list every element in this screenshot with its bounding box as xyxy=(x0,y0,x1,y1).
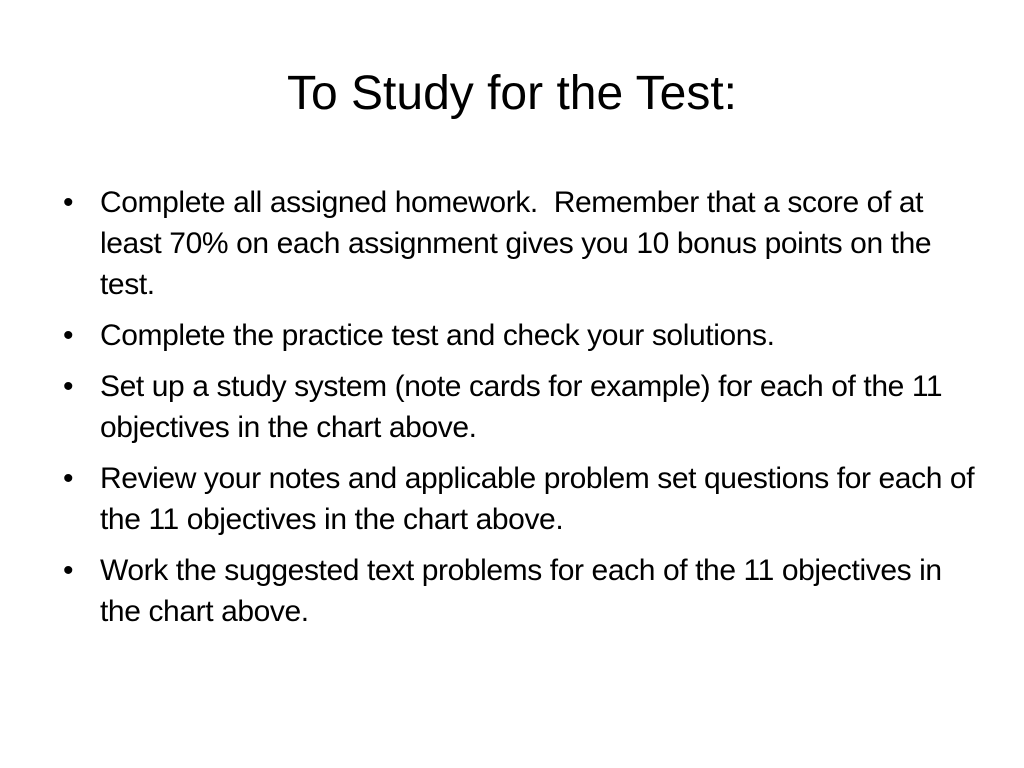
bullet-text: Complete all assigned homework. Remember that a score of at least 70% on each assignment gives you 10 bonus points on the test. xyxy=(100,186,940,301)
bullet-text: Work the suggested text problems for each of the 11 objectives in the chart above. xyxy=(100,554,942,628)
bullet-item xyxy=(58,182,978,305)
bullet-icon: • xyxy=(62,186,74,219)
bullet-list xyxy=(58,182,978,642)
slide-title: To Study for the Test: xyxy=(286,67,738,120)
bullet-icon: • xyxy=(62,462,74,495)
bullet-item xyxy=(58,315,978,356)
bullet-text: Complete the practice test and check your solutions. xyxy=(100,319,775,352)
bullet-item xyxy=(58,550,978,632)
bullet-icon: • xyxy=(62,554,74,587)
bullet-item xyxy=(58,458,978,540)
bullet-text: Review your notes and applicable problem set questions for each of the 11 objectives in the chart above. xyxy=(100,462,975,536)
bullet-icon: • xyxy=(62,370,74,403)
bullet-icon: • xyxy=(62,319,74,352)
bullet-item xyxy=(58,366,978,448)
bullet-text: Set up a study system (note cards for example) for each of the 11 objectives in the chart above. xyxy=(100,370,943,444)
